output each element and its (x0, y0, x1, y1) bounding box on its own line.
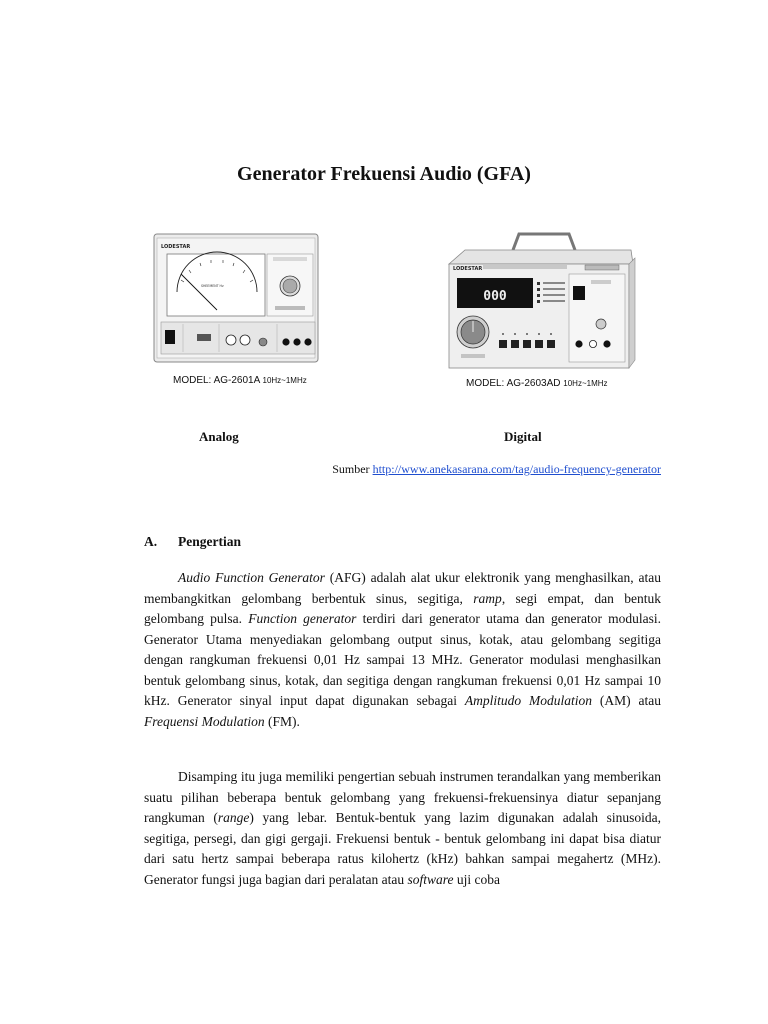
paragraph-1 (144, 568, 661, 732)
analog-caption: Analog (199, 429, 239, 444)
analog-model-label (173, 375, 307, 386)
text-run: (AM) atau (592, 693, 662, 708)
analog-range: 10Hz~1MHz (262, 376, 307, 385)
digital-brand: LODESTAR (453, 266, 483, 272)
digital-display-readout: 000 (483, 289, 507, 304)
paragraph-2 (144, 767, 661, 890)
page-title: Generator Frekuensi Audio (GFA) (237, 163, 531, 185)
section-title: Pengertian (178, 534, 241, 549)
section-number: A. (144, 534, 158, 549)
digital-range: 10Hz~1MHz (563, 379, 608, 388)
analog-model: MODEL: AG-2601A (173, 375, 260, 386)
analog-generator-image (153, 230, 321, 366)
italic-term: ramp (473, 590, 502, 606)
digital-caption: Digital (504, 429, 542, 444)
text-run: terdiri dari generator utama dan generator modulasi. Generator Utama menyediakan gelombang output sinus, kotak, atau gelombang segitiga dengan rangkuman frekuensi 0,01 Hz sampai 13 MHz. Generator modulasi menghasilkan bentuk gelombang sinus, kotak, dan segitiga dengan rangkuman frekuensi 0,01 Hz sampai 10 kHz. Generator sinyal input dapat digunakan sebagai (144, 611, 662, 708)
text-run: (AFG) adalah alat ukur elektronik yang menghasilkan, atau membangkitkan gelombang berbentuk sinus, segitiga, (144, 570, 661, 606)
section-heading (144, 534, 241, 550)
italic-term: Audio Function Generator (178, 570, 325, 585)
digital-model: MODEL: AG-2603AD (466, 378, 561, 389)
italic-term: Amplitudo Modulation (464, 693, 593, 708)
italic-term: Function generator (248, 611, 357, 626)
analog-device-illustration (153, 230, 321, 366)
italic-term: software (407, 871, 454, 887)
text-run: ) yang lebar. Bentuk-bentuk yang lazim digunakan adalah sinusoida, segitiga, persegi, dan gigi gergaji. Frekuensi bentuk - bentuk gelombang ini dapat bisa diatur dari satu hertz sampai beberapa ratus kilohertz (kHz) bahkan sampai megahertz (MHz). Generator fungsi juga bagian dari peralatan atau (144, 810, 661, 887)
text-run: , segi empat, dan bentuk gelombang pulsa. (144, 590, 662, 626)
analog-brand: LODESTAR (161, 244, 191, 250)
text-run: (FM). (264, 713, 300, 729)
text-run: uji coba (453, 871, 501, 887)
source-link[interactable]: http://www.anekasarana.com/tag/audio-frequency-generator (372, 462, 661, 476)
digital-model-label (466, 378, 608, 389)
digital-device-illustration (443, 228, 639, 370)
analog-dial-text: SHEEMENT Hz (201, 284, 224, 288)
source-citation (332, 462, 661, 477)
italic-term: Frequensi Modulation (144, 713, 265, 729)
source-label: Sumber (332, 462, 370, 476)
digital-generator-image (443, 228, 639, 370)
text-run: Disamping itu juga memiliki pengertian sebuah instrumen terandalkan yang memberikan suatu pilihan beberapa bentuk gelombang yang frekuensi-frekuensinya diatur sepanjang rangkuman ( (144, 769, 661, 825)
italic-term: range (217, 810, 250, 825)
